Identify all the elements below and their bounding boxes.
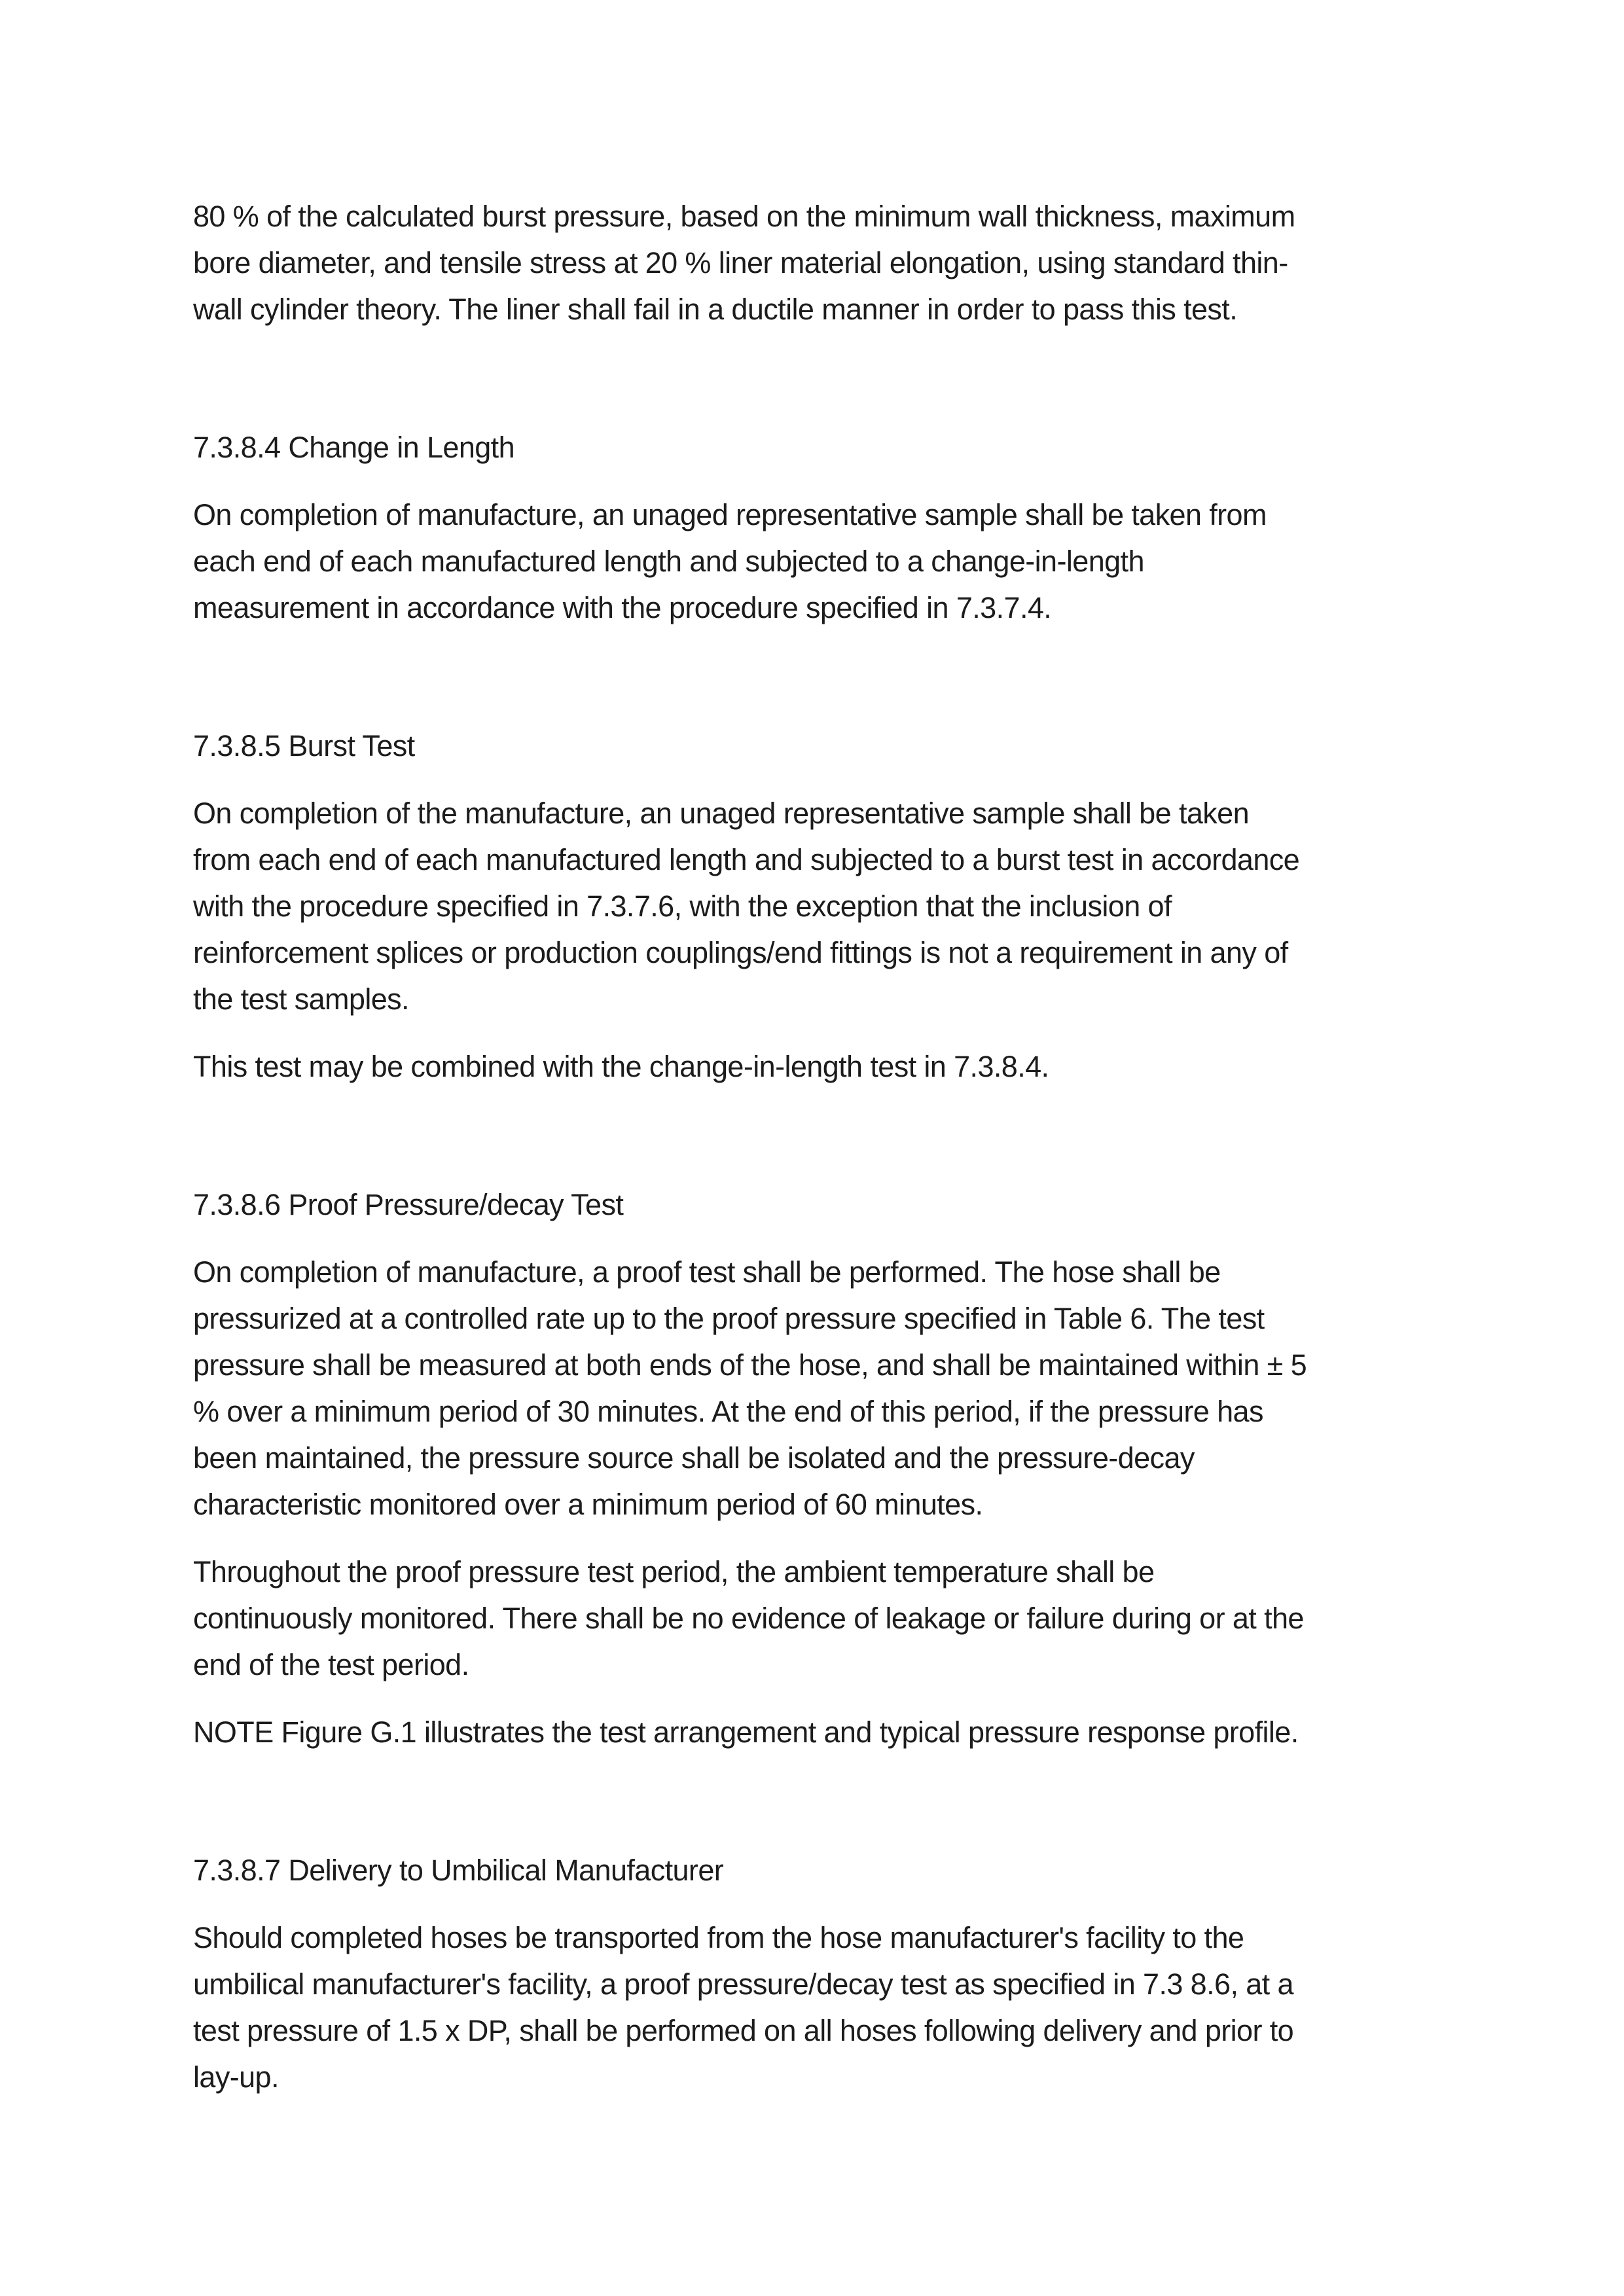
text-line: measurement in accordance with the procedure specified in 7.3.7.4. (193, 591, 1052, 624)
body-paragraph (193, 193, 1431, 332)
text-line: with the procedure specified in 7.3.7.6, with the exception that the inclusion of (193, 889, 1172, 923)
text-line: end of the test period. (193, 1648, 469, 1681)
text-line: 7.3.8.4 Change in Length (193, 431, 515, 464)
text-line: the test samples. (193, 982, 409, 1016)
section-heading-change-in-length (193, 424, 1431, 471)
body-paragraph (193, 1043, 1431, 1090)
text-line: % over a minimum period of 30 minutes. At the end of this period, if the pressure has (193, 1395, 1263, 1428)
section-heading-delivery-to-umbilical-manufacturer (193, 1847, 1431, 1893)
body-paragraph (193, 1914, 1431, 2100)
text-line: test pressure of 1.5 x DP, shall be performed on all hoses following delivery and prior to (193, 2014, 1294, 2047)
text-line: been maintained, the pressure source shall be isolated and the pressure-decay (193, 1441, 1195, 1475)
text-line: reinforcement splices or production couplings/end fittings is not a requirement in any of (193, 936, 1288, 969)
text-line: lay-up. (193, 2060, 279, 2094)
text-line: On completion of manufacture, an unaged representative sample shall be taken from (193, 498, 1267, 531)
document-content (193, 193, 1431, 2121)
text-line: 7.3.8.7 Delivery to Umbilical Manufacturer (193, 1854, 724, 1887)
text-line: pressurized at a controlled rate up to the proof pressure specified in Table 6. The test (193, 1302, 1265, 1335)
text-line: from each end of each manufactured length and subjected to a burst test in accordance (193, 843, 1300, 876)
body-paragraph (193, 492, 1431, 631)
text-line: continuously monitored. There shall be no evidence of leakage or failure during or at the (193, 1602, 1304, 1635)
section-heading-proof-pressure-decay-test (193, 1181, 1431, 1228)
text-line: This test may be combined with the change-in-length test in 7.3.8.4. (193, 1050, 1049, 1083)
text-line: 7.3.8.5 Burst Test (193, 729, 415, 762)
text-line: characteristic monitored over a minimum period of 60 minutes. (193, 1488, 983, 1521)
text-line: bore diameter, and tensile stress at 20 % liner material elongation, using standard thin- (193, 246, 1288, 279)
body-paragraph (193, 1249, 1431, 1528)
body-paragraph (193, 790, 1431, 1022)
text-line: 7.3.8.6 Proof Pressure/decay Test (193, 1188, 624, 1221)
section-heading-burst-test (193, 723, 1431, 769)
text-line: wall cylinder theory. The liner shall fail in a ductile manner in order to pass this test. (193, 293, 1238, 326)
text-line: each end of each manufactured length and subjected to a change-in-length (193, 545, 1144, 578)
text-line: Should completed hoses be transported from the hose manufacturer's facility to the (193, 1921, 1244, 1954)
text-line: pressure shall be measured at both ends of the hose, and shall be maintained within ± 5 (193, 1348, 1307, 1382)
text-line: Throughout the proof pressure test period, the ambient temperature shall be (193, 1555, 1155, 1588)
body-paragraph (193, 1549, 1431, 1688)
text-line: On completion of the manufacture, an unaged representative sample shall be taken (193, 797, 1250, 830)
text-line: umbilical manufacturer's facility, a proof pressure/decay test as specified in 7.3 8.6, at a (193, 1967, 1293, 2001)
text-line: NOTE Figure G.1 illustrates the test arrangement and typical pressure response profile. (193, 1715, 1299, 1749)
note-paragraph (193, 1709, 1431, 1755)
text-line: 80 % of the calculated burst pressure, based on the minimum wall thickness, maximum (193, 200, 1295, 233)
text-line: On completion of manufacture, a proof test shall be performed. The hose shall be (193, 1255, 1221, 1289)
